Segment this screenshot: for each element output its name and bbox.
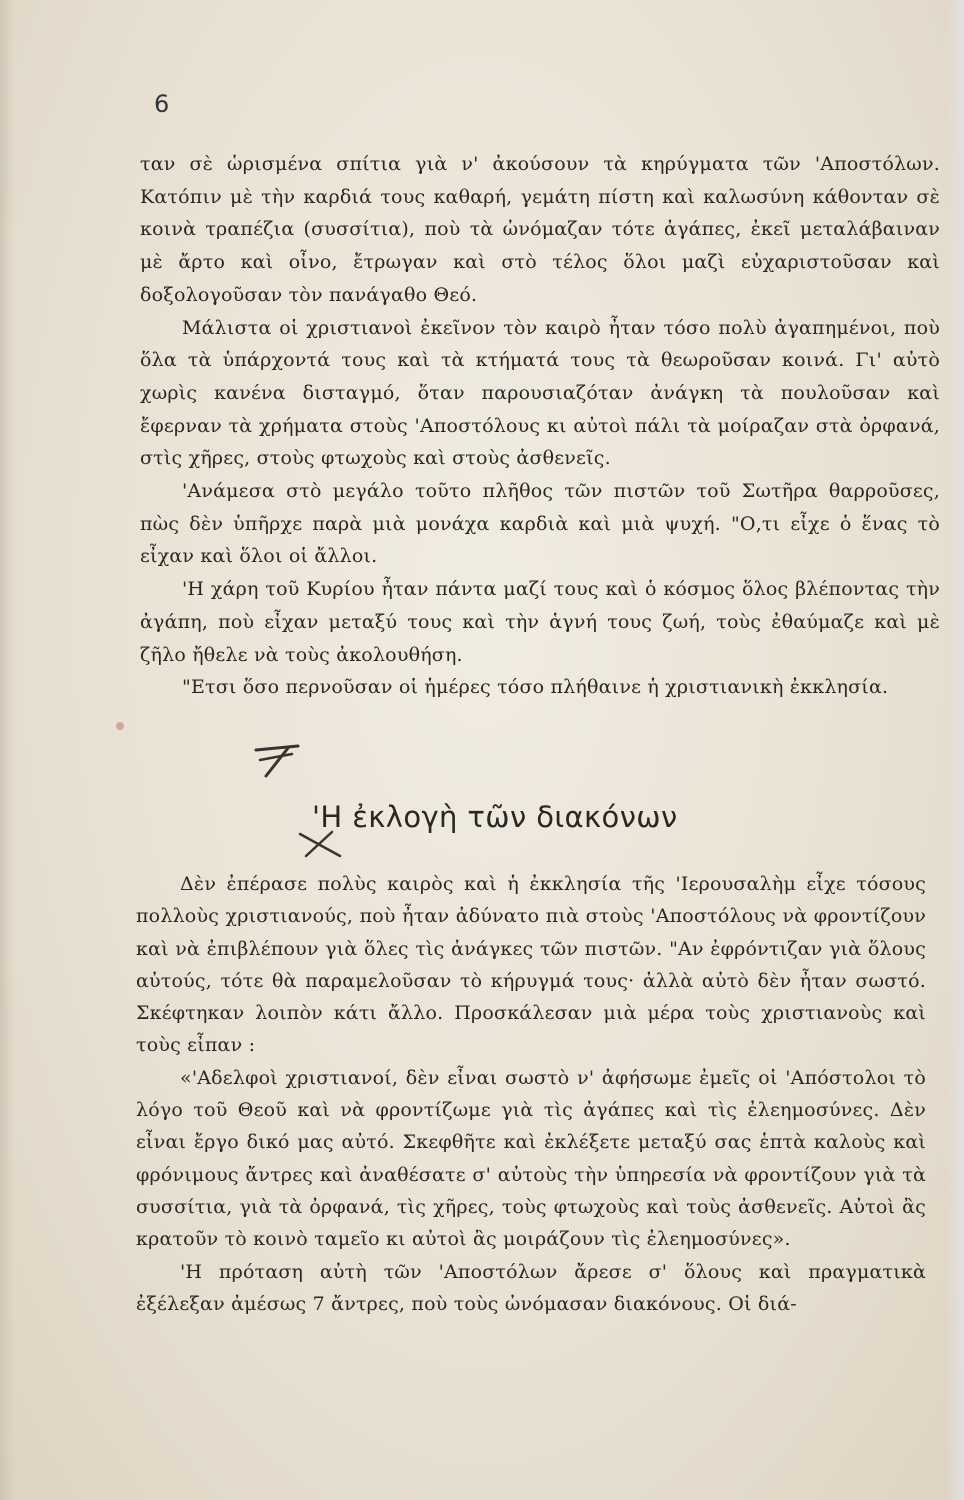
section-paragraph-1: Δὲν ἐπέρασε πολὺς καιρὸς καὶ ἡ ἐκκλησία τῆς 'Ιερουσαλὴμ εἶχε τόσους πολλοὺς χριστιανούς, ποὺ ἦταν ἀδύνατο πιὰ στοὺς 'Αποστόλους νὰ φροντίζουν καὶ νὰ ἐπιβλέπουν γιὰ ὅλες τὶς ἀνάγκες τῶν πιστῶν. "Αν ἐφρόντιζαν γιὰ ὅλους αὐτούς, τότε θὰ παραμελοῦσαν τὸ κήρυγμά τους· ἀλλὰ αὐτὸ δὲν ἦταν σωστό. Σκέφτηκαν λοιπὸν κάτι ἄλλο. Προσκάλεσαν μιὰ μέρα τοὺς χριστιανοὺς καὶ τοὺς εἶπαν : xyxy=(136,873,926,1057)
paper-stain xyxy=(116,722,124,730)
page-number: 6 xyxy=(154,90,170,118)
paragraph-1: ταν σὲ ὡρισμένα σπίτια γιὰ ν' ἀκούσουν τὰ κηρύγματα τῶν 'Αποστόλων. Κατόπιν μὲ τὴν καρδιά τους καθαρή, γεμάτη πίστη καὶ καλωσύνη κάθονταν σὲ κοινὰ τραπέζια (συσσίτια), ποὺ τὰ ὠνόμαζαν τότε ἀγάπες, ἐκεῖ μεταλάβαιναν μὲ ἄρτο καὶ οἶνο, ἔτρωγαν καὶ στὸ τέλος ὅλοι μαζὶ εὐχαριστοῦσαν καὶ δοξολογοῦσαν τὸν πανάγαθο Θεό. xyxy=(140,153,940,306)
page-shadow-left xyxy=(0,0,14,1500)
section-text xyxy=(136,868,926,1320)
paragraph-4: 'Η χάρη τοῦ Κυρίου ἦταν πάντα μαζί τους καὶ ὁ κόσμος ὅλος βλέποντας τὴν ἀγάπη, ποὺ εἶχαν μεταξύ τους καὶ τὴν ἁγνή τους ζωή, τοὺς ἐθαύμαζε καὶ μὲ ζῆλο ἤθελε νὰ τοὺς ἀκολουθήση. xyxy=(140,578,940,666)
page-edge-right xyxy=(946,0,964,1500)
intro-text xyxy=(140,148,940,704)
handwritten-x-mark xyxy=(296,830,346,860)
paragraph-3: 'Ανάμεσα στὸ μεγάλο τοῦτο πλῆθος τῶν πιστῶν τοῦ Σωτῆρα θαρροῦσες, πὼς δὲν ὑπῆρχε παρὰ μιὰ μονάχα καρδιὰ καὶ μιὰ ψυχή. "Ο,τι εἶχε ὁ ἕνας τὸ εἶχαν καὶ ὅλοι οἱ ἄλλοι. xyxy=(140,480,940,568)
handwritten-arrow-mark xyxy=(252,742,302,778)
section-paragraph-2: «'Αδελφοὶ χριστιανοί, δὲν εἶναι σωστὸ ν' ἀφήσωμε ἐμεῖς οἱ 'Απόστολοι τὸ λόγο τοῦ Θεοῦ καὶ νὰ φροντίζωμε γιὰ τὶς ἀγάπες καὶ τὶς ἐλεημοσύνες. Δὲν εἶναι ἔργο δικό μας αὐτό. Σκεφθῆτε καὶ ἐκλέξετε μεταξύ σας ἑπτὰ καλοὺς καὶ φρόνιμους ἄντρες καὶ ἀναθέσατε σ' αὐτοὺς τὴν ὑπηρεσία νὰ φροντίζουν γιὰ τὰ συσσίτια, γιὰ τὰ ὀρφανά, τὶς χῆρες, τοὺς φτωχοὺς καὶ τοὺς ἀσθενεῖς. Αὐτοὶ ἂς κρατοῦν τὸ κοινὸ ταμεῖο κι αὐτοὶ ἂς μοιράζουν τὶς ἐλεημοσύνες». xyxy=(136,1066,926,1251)
section-paragraph-3: 'Η πρόταση αὐτὴ τῶν 'Αποστόλων ἄρεσε σ' ὅλους καὶ πραγματικὰ ἐξέλεξαν ἀμέσως 7 ἄντρες, ποὺ τοὺς ὠνόμασαν διακόνους. Οἱ διά- xyxy=(136,1260,926,1315)
paragraph-5: "Ετσι ὅσο περνοῦσαν οἱ ἡμέρες τόσο πλήθαινε ἡ χριστιανικὴ ἐκκλησία. xyxy=(182,676,889,699)
paragraph-2: Μάλιστα οἱ χριστιανοὶ ἐκεῖνον τὸν καιρὸ ἦταν τόσο πολὺ ἀγαπημένοι, ποὺ ὅλα τὰ ὑπάρχοντά τους καὶ τὰ κτήματά τους τὰ θεωροῦσαν κοινά. Γι' αὐτὸ χωρὶς κανένα δισταγμό, ὅταν παρουσιαζόταν ἀνάγκη τὰ πουλοῦσαν καὶ ἔφερναν τὰ χρήματα στοὺς 'Αποστόλους κι αὐτοὶ πάλι τὰ μοίραζαν στὰ ὀρφανά, στὶς χῆρες, στοὺς φτωχοὺς καὶ στοὺς ἀσθενεῖς. xyxy=(140,316,940,470)
section-heading: 'Η ἐκλογὴ τῶν διακόνων xyxy=(312,800,678,834)
